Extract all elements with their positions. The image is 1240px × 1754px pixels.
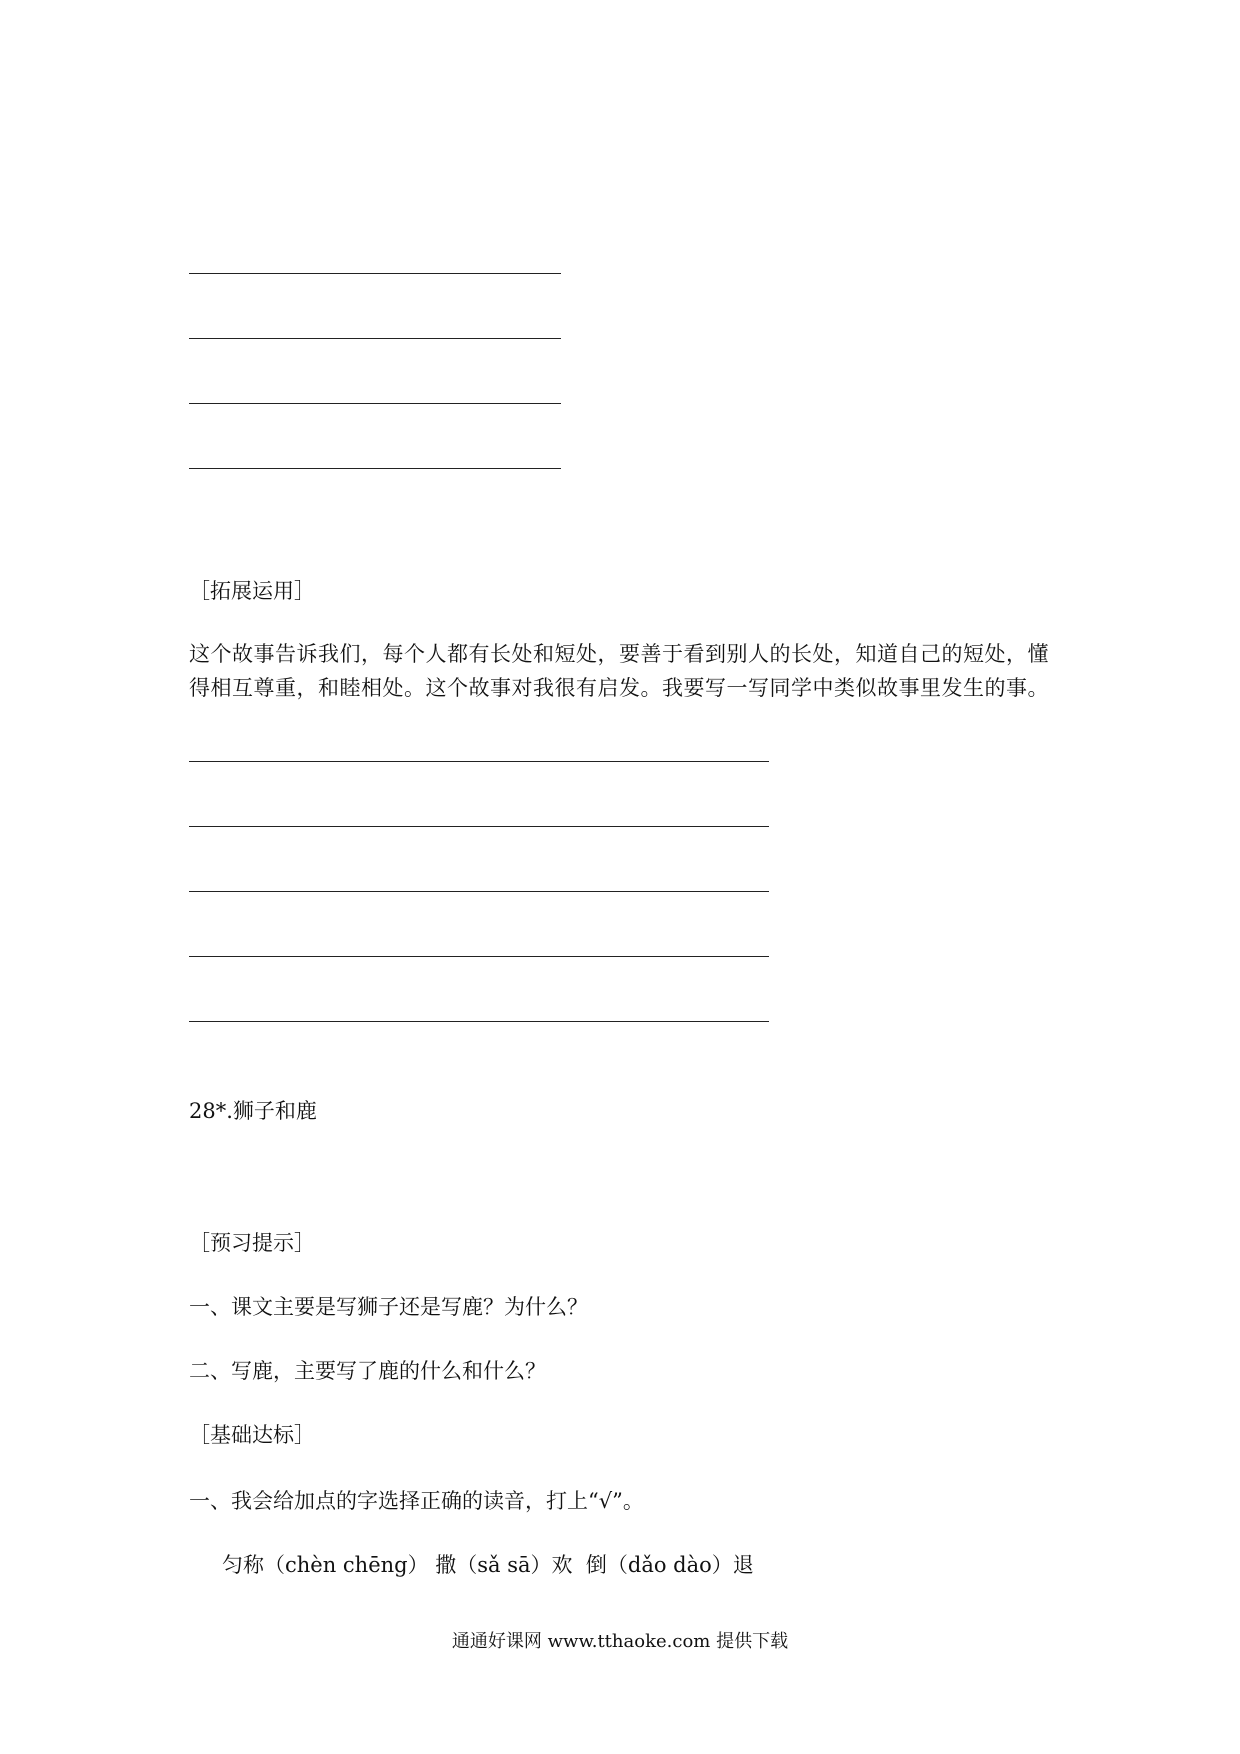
preview-question-1: 一、课文主要是写狮子还是写鹿？为什么？: [189, 1295, 588, 1319]
basic-heading: ［基础达标］: [189, 1423, 315, 1447]
lesson-title: 28*.狮子和鹿: [189, 1099, 317, 1123]
answer-line[interactable]: [189, 1021, 769, 1022]
answer-line[interactable]: [189, 891, 769, 892]
answer-line[interactable]: [189, 403, 561, 404]
answer-line[interactable]: [189, 826, 769, 827]
basic-question-1: 一、我会给加点的字选择正确的读音，打上“√”。: [189, 1489, 644, 1513]
answer-line[interactable]: [189, 761, 769, 762]
answer-line[interactable]: [189, 956, 769, 957]
preview-question-2: 二、写鹿，主要写了鹿的什么和什么？: [189, 1359, 546, 1383]
preview-heading: ［预习提示］: [189, 1231, 315, 1255]
answer-line[interactable]: [189, 273, 561, 274]
answer-line[interactable]: [189, 338, 561, 339]
page-footer: 通通好课网 www.tthaoke.com 提供下载: [451, 1631, 789, 1652]
answer-line[interactable]: [189, 468, 561, 469]
pronunciation-items: 匀称（chèn chēng） 撒（sǎ sā）欢 倒（dǎo dào）退: [222, 1553, 754, 1577]
extension-heading: ［拓展运用］: [189, 579, 315, 603]
extension-paragraph: 这个故事告诉我们，每个人都有长处和短处，要善于看到别人的长处，知道自己的短处，懂得相互尊重，和睦相处。这个故事对我很有启发。我要写一写同学中类似故事里发生的事。: [189, 642, 1049, 700]
